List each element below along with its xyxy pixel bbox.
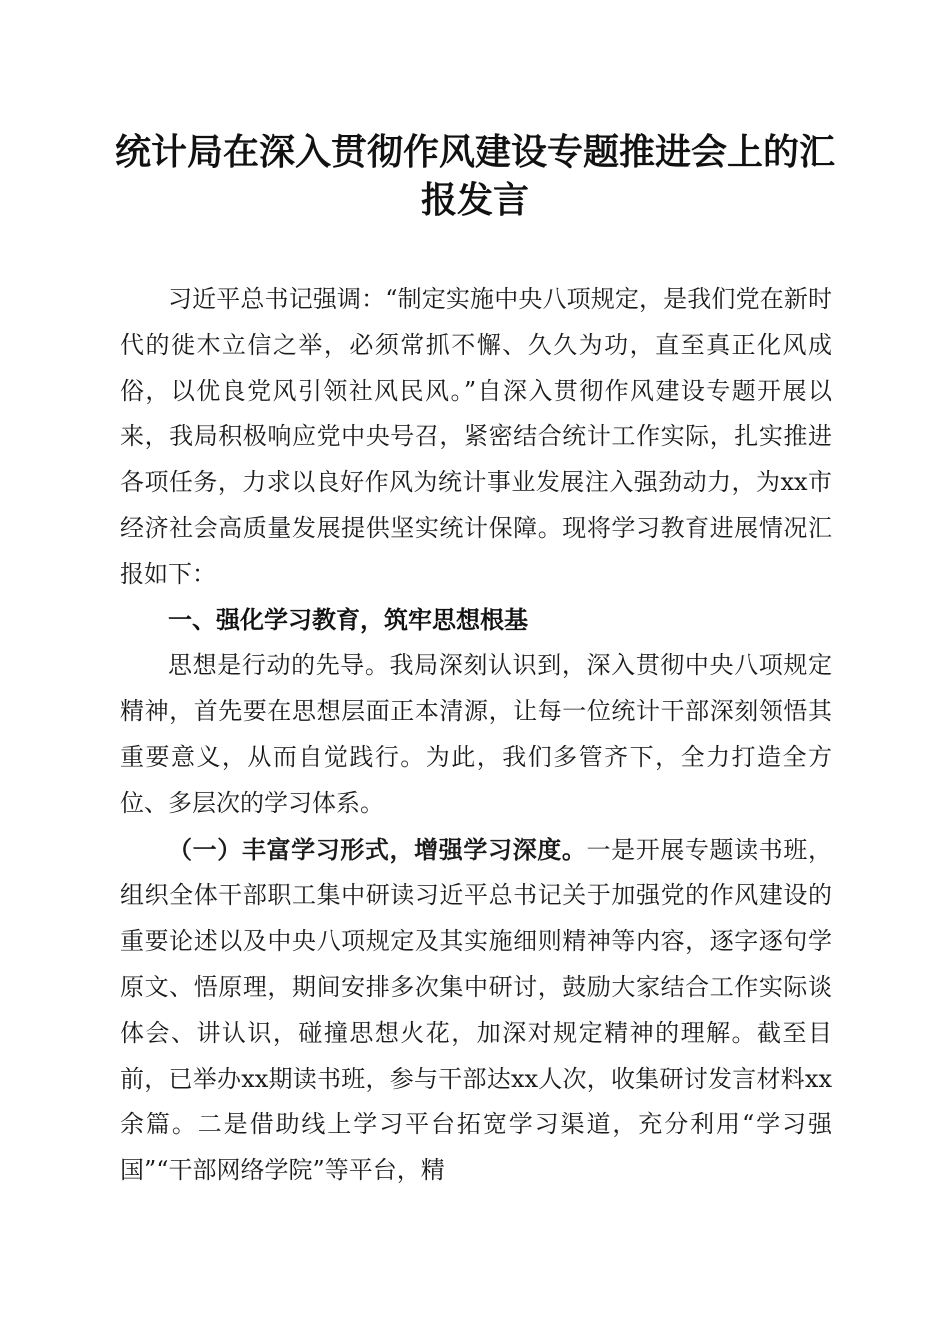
intro-paragraph: 习近平总书记强调：“制定实施中央八项规定，是我们党在新时代的徙木立信之举，必须常抓不懈、久久为功，直至真正化风成俗，以优良党风引领社风民风。”自深入贯彻作风建设专题开展以来，我局积极响应党中央号召，紧密结合统计工作实际，扎实推进各项任务，力求以良好作风为统计事业发展注入强劲动力，为xx市经济社会高质量发展提供坚实统计保障。现将学习教育进展情况汇报如下： xyxy=(120,285,832,588)
subsection-1-text: 一是开展专题读书班，组织全体干部职工集中研读习近平总书记关于加强党的作风建设的重要论述以及中央八项规定及其实施细则精神等内容，逐字逐句学原文、悟原理，期间安排多次集中研讨，鼓励大家结合工作实际谈体会、讲认识，碰撞思想火花，加深对规定精神的理解。截至目前，已举办xx期读书班，参与干部达xx人次，收集研讨发言材料xx余篇。二是借助线上学习平台拓宽学习渠道，充分利用“学习强国”“干部网络学院”等平台，精 xyxy=(120,835,833,1185)
subsection-1-paragraph xyxy=(120,827,832,1194)
document-body xyxy=(120,277,832,1194)
section-1-paragraph: 思想是行动的先导。我局深刻认识到，深入贯彻中央八项规定精神，首先要在思想层面正本清源，让每一位统计干部深刻领悟其重要意义，从而自觉践行。为此，我们多管齐下，全力打造全方位、多层次的学习体系。 xyxy=(120,651,832,817)
subsection-1-lead: （一）丰富学习形式，增强学习深度。 xyxy=(168,834,587,864)
document-title: 统计局在深入贯彻作风建设专题推进会上的汇报发言 xyxy=(114,131,835,221)
section-heading-1: 一、强化学习教育，筑牢思想根基 xyxy=(168,605,528,634)
